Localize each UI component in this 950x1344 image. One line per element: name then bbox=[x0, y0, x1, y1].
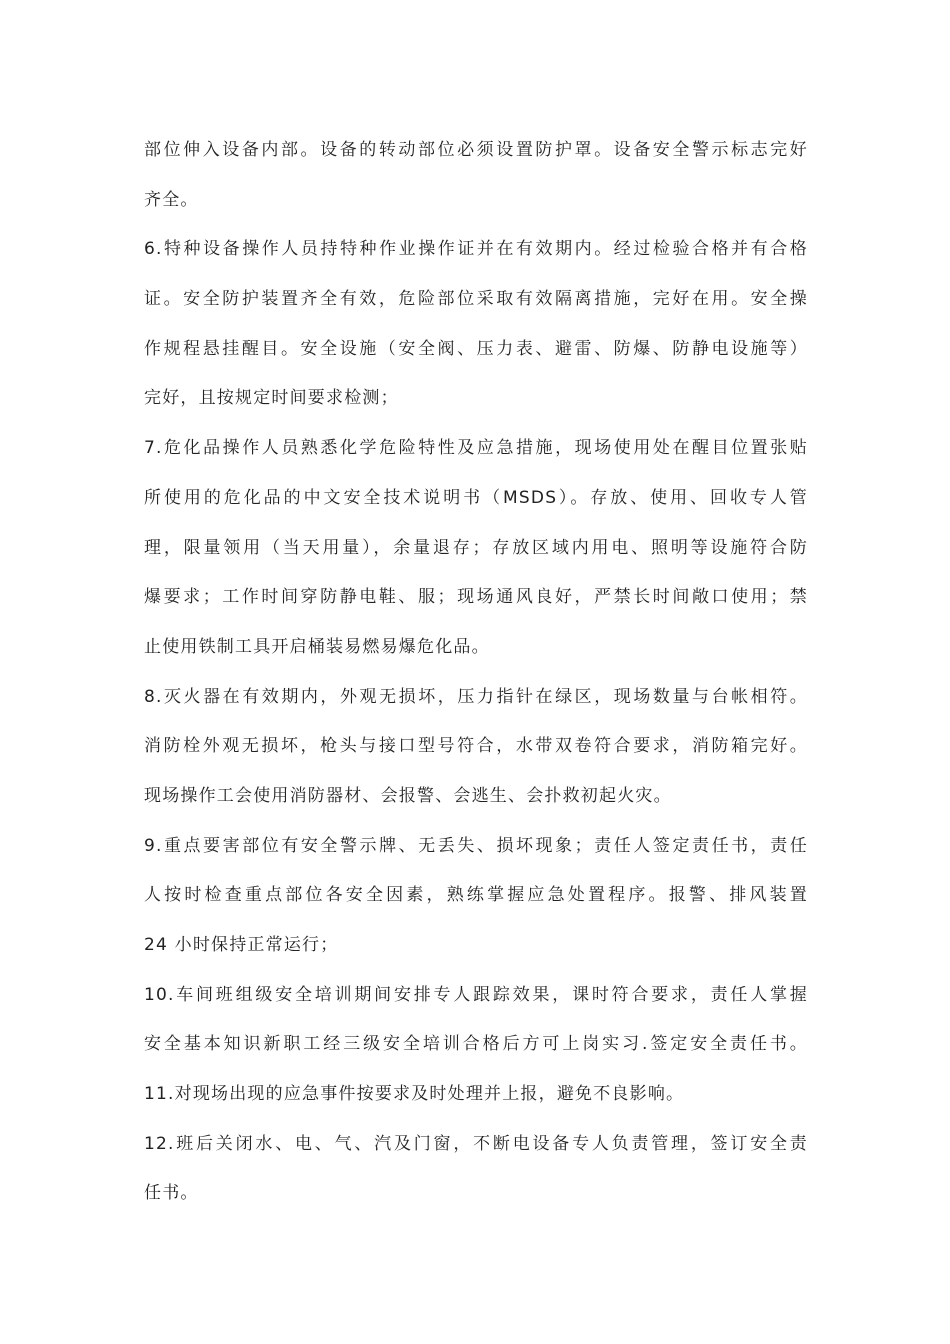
text-line: 6.特种设备操作人员持特种作业操作证并在有效期内。经过检验合格并有合格 bbox=[144, 239, 808, 260]
text-line: 人按时检查重点部位各安全因素，熟练掌握应急处置程序。报警、排风装置 bbox=[144, 885, 808, 906]
text-line: 9.重点要害部位有安全警示牌、无丢失、损坏现象；责任人签定责任书，责任 bbox=[144, 835, 808, 856]
text-line: 齐全。 bbox=[144, 189, 199, 210]
text-line: 完好，且按规定时间要求检测； bbox=[144, 388, 399, 409]
document-body bbox=[144, 126, 808, 1219]
text-line: 任书。 bbox=[144, 1183, 199, 1204]
text-line: 爆要求；工作时间穿防静电鞋、服；现场通风良好，严禁长时间敞口使用；禁 bbox=[144, 587, 808, 608]
text-line: 7.危化品操作人员熟悉化学危险特性及应急措施，现场使用处在醒目位置张贴 bbox=[144, 438, 808, 459]
text-line: 安全基本知识新职工经三级安全培训合格后方可上岗实习.签定安全责任书。 bbox=[144, 1034, 808, 1055]
text-line: 部位伸入设备内部。设备的转动部位必须设置防护罩。设备安全警示标志完好 bbox=[144, 140, 808, 160]
text-line: 12.班后关闭水、电、气、汽及门窗，不断电设备专人负责管理，签订安全责 bbox=[144, 1133, 808, 1154]
text-line: 24 小时保持正常运行； bbox=[144, 935, 339, 955]
text-line: 现场操作工会使用消防器材、会报警、会逃生、会扑救初起火灾。 bbox=[144, 785, 672, 806]
text-line: 所使用的危化品的中文安全技术说明书（MSDS）。存放、使用、回收专人管 bbox=[144, 487, 808, 508]
text-line: 证。安全防护装置齐全有效，危险部位采取有效隔离措施，完好在用。安全操 bbox=[144, 289, 808, 310]
text-line: 8.灭火器在有效期内，外观无损坏，压力指针在绿区，现场数量与台帐相符。 bbox=[144, 686, 808, 707]
text-line: 10.车间班组级安全培训期间安排专人跟踪效果，课时符合要求，责任人掌握 bbox=[144, 984, 808, 1005]
text-line: 11.对现场出现的应急事件按要求及时处理并上报，避免不良影响。 bbox=[144, 1084, 685, 1105]
text-line: 止使用铁制工具开启桶装易燃易爆危化品。 bbox=[144, 636, 490, 657]
text-line: 作规程悬挂醒目。安全设施（安全阀、压力表、避雷、防爆、防静电设施等） bbox=[144, 338, 808, 359]
text-line: 消防栓外观无损坏，枪头与接口型号符合，水带双卷符合要求，消防箱完好。 bbox=[144, 736, 808, 757]
text-line: 理，限量领用（当天用量），余量退存；存放区域内用电、照明等设施符合防 bbox=[144, 537, 808, 558]
